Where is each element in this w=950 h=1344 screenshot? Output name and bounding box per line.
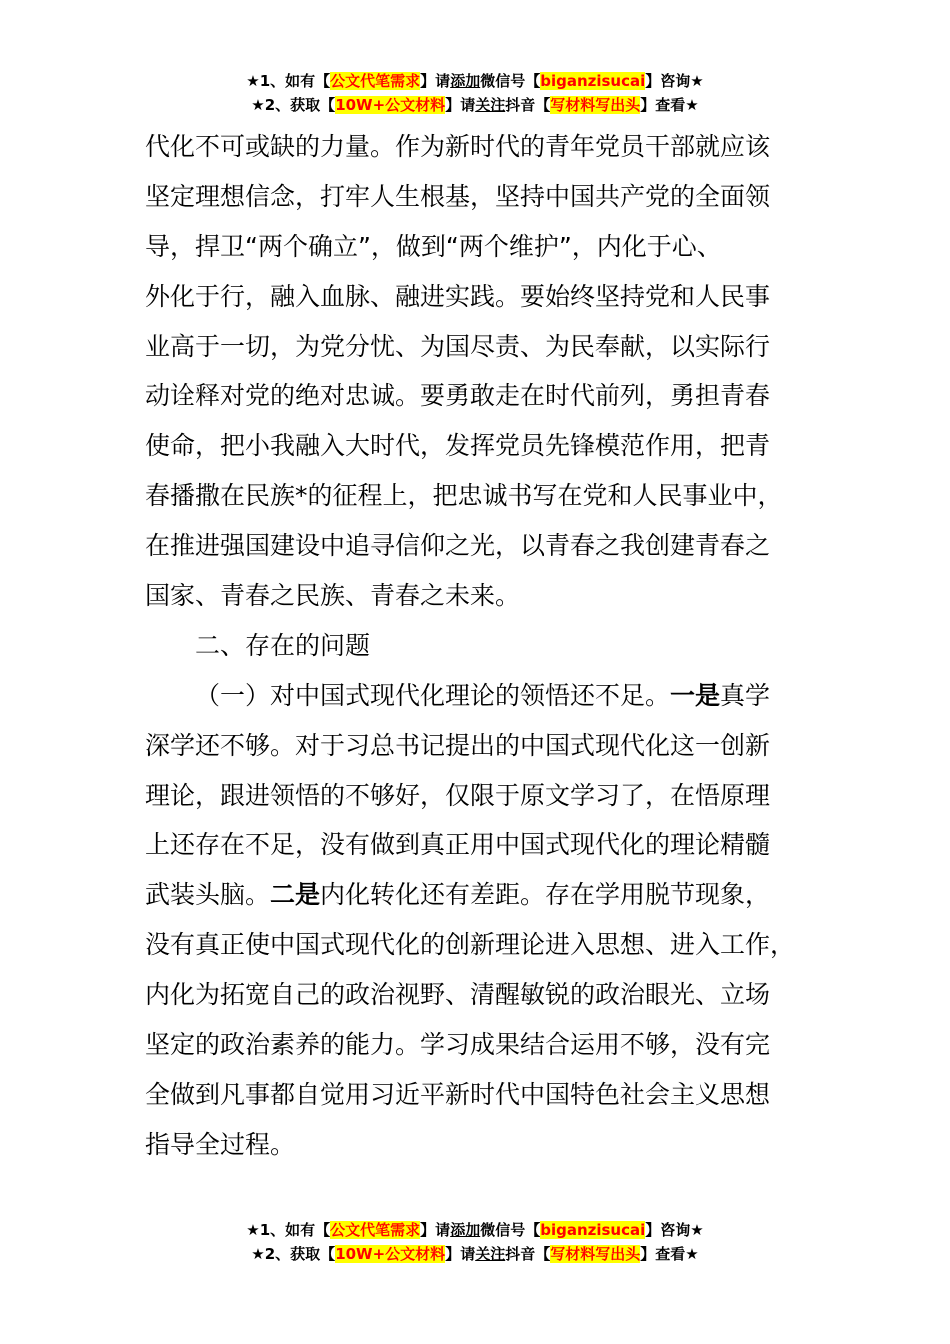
banner-line-2 [0, 93, 950, 117]
underlined-text: 添加 [450, 72, 481, 90]
banner-text: ★2、获取【 [251, 1245, 336, 1263]
body-line: 动诠释对党的绝对忠诚。要勇敢走在时代前列，勇担青春 [145, 381, 771, 411]
body-line: 全做到凡事都自觉用习近平新时代中国特色社会主义思想 [145, 1079, 771, 1109]
bold-marker: 一是 [670, 680, 721, 710]
body-line: 内化为拓宽自己的政治视野、清醒敏锐的政治眼光、立场 [145, 980, 771, 1010]
header-banner [0, 69, 950, 117]
banner-text: 】咨询★ [645, 72, 704, 90]
highlight-text: biganzisucai [540, 1221, 646, 1239]
banner-text: 抖音【 [505, 1245, 551, 1263]
subsection-title: （一）对中国式现代化理论的领悟还不足。 [195, 680, 671, 710]
footer-banner [0, 1218, 950, 1266]
banner-text: 】咨询★ [645, 1221, 704, 1239]
bold-marker: 二是 [270, 880, 321, 910]
highlight-text: 10W+公文材料 [335, 96, 446, 114]
body-line: 上还存在不足，没有做到真正用中国式现代化的理论精髓 [145, 830, 771, 860]
body-line: 指导全过程。 [145, 1129, 296, 1159]
body-line: 在推进强国建设中追寻信仰之光，以青春之我创建青春之 [145, 531, 771, 561]
underlined-text: 关注 [475, 96, 506, 114]
body-line [145, 870, 805, 920]
banner-text: 】请 [445, 1245, 476, 1263]
highlight-text: biganzisucai [540, 72, 646, 90]
highlight-text: 写材料写出头 [550, 1245, 641, 1263]
body-line: 坚定的政治素养的能力。学习成果结合运用不够，没有完 [145, 1030, 771, 1060]
body-line: 代化不可或缺的力量。作为新时代的青年党员干部就应该 [145, 132, 771, 161]
banner-text: 】请 [420, 72, 451, 90]
section-heading: 二、存在的问题 [195, 630, 371, 660]
body-text: 武装头脑。 [145, 880, 271, 910]
body-line: 坚定理想信念，打牢人生根基，坚持中国共产党的全面领 [145, 181, 771, 211]
banner-text: ★1、如有【 [246, 72, 331, 90]
body-line: 没有真正使中国式现代化的创新理论进入思想、进入工作， [145, 930, 796, 960]
underlined-text: 添加 [450, 1221, 481, 1239]
body-line: 导，捍卫“两个确立”，做到“两个维护”，内化于心、 [145, 231, 722, 261]
banner-text: 】请 [420, 1221, 451, 1239]
highlight-text: 公文代笔需求 [330, 1221, 421, 1239]
body-text: 内化转化还有差距。存在学用脱节现象， [320, 880, 771, 910]
highlight-text: 写材料写出头 [550, 96, 641, 114]
banner-text: 抖音【 [505, 96, 551, 114]
body-line: 国家、青春之民族、青春之未来。 [145, 581, 521, 611]
banner-line-1 [0, 69, 950, 93]
body-line: 外化于行，融入血脉、融进实践。要始终坚持党和人民事 [145, 281, 771, 311]
body-line: 春播撒在民族*的征程上，把忠诚书写在党和人民事业中， [145, 481, 783, 511]
banner-text: ★1、如有【 [246, 1221, 331, 1239]
highlight-text: 公文代笔需求 [330, 72, 421, 90]
body-line: 业高于一切，为党分忧、为国尽责、为民奉献，以实际行 [145, 331, 771, 361]
body-line: 理论，跟进领悟的不够好，仅限于原文学习了，在悟原理 [145, 780, 771, 810]
banner-text: 】请 [445, 96, 476, 114]
body-line: 深学还不够。对于习总书记提出的中国式现代化这一创新 [145, 730, 771, 760]
banner-text: 微信号【 [480, 1221, 541, 1239]
body-text: 真学 [720, 680, 771, 710]
document-body [145, 122, 805, 1170]
subsection-first-line [145, 671, 805, 721]
underlined-text: 关注 [475, 1245, 506, 1263]
banner-text: 】查看★ [640, 1245, 699, 1263]
banner-line-1 [0, 1218, 950, 1242]
banner-line-2 [0, 1242, 950, 1266]
banner-text: ★2、获取【 [251, 96, 336, 114]
banner-text: 】查看★ [640, 96, 699, 114]
highlight-text: 10W+公文材料 [335, 1245, 446, 1263]
banner-text: 微信号【 [480, 72, 541, 90]
body-line: 使命，把小我融入大时代，发挥党员先锋模范作用，把青 [145, 431, 771, 461]
